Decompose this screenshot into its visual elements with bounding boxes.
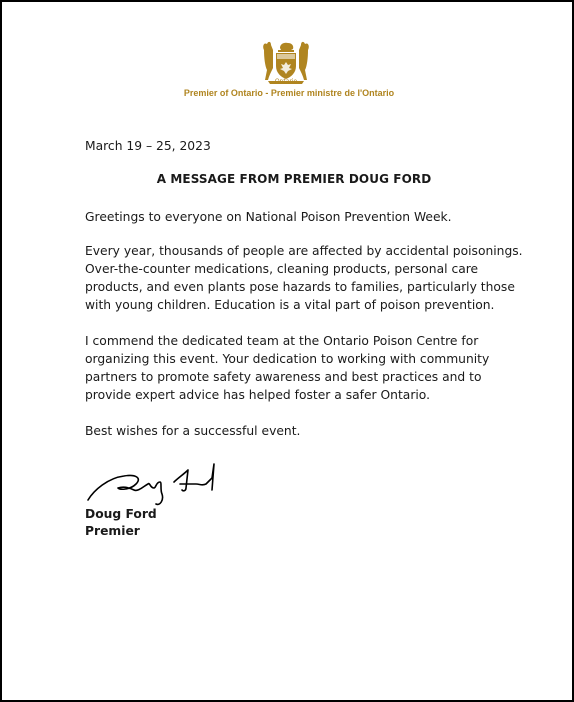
paragraph-greeting: Greetings to everyone on National Poison Prevention Week. (85, 210, 452, 224)
crest-wordmark: Ontario (274, 78, 298, 85)
signer-title: Premier (85, 524, 140, 538)
signer-name: Doug Ford (85, 507, 157, 521)
paragraph-poisonings: Every year, thousands of people are affected by accidental poisonings. Over-the-counter medications, cleaning products, personal care products, and even plants pose hazards to families, particularly those with young children. Education is a vital part of poison prevention. (85, 244, 523, 312)
letter-date: March 19 – 25, 2023 (85, 139, 211, 153)
handwritten-signature (84, 460, 234, 508)
letter-heading: A MESSAGE FROM PREMIER DOUG FORD (156, 172, 432, 186)
paragraph-commendation: I commend the dedicated team at the Ontario Poison Centre for organizing this event. Your dedication to working with community partners to promote safety awareness and best practices and to provide expert advice has helped foster a safer Ontario. (85, 334, 490, 402)
paragraph-closing: Best wishes for a successful event. (85, 424, 301, 438)
office-title: Premier of Ontario - Premier ministre de l'Ontario (183, 88, 395, 98)
